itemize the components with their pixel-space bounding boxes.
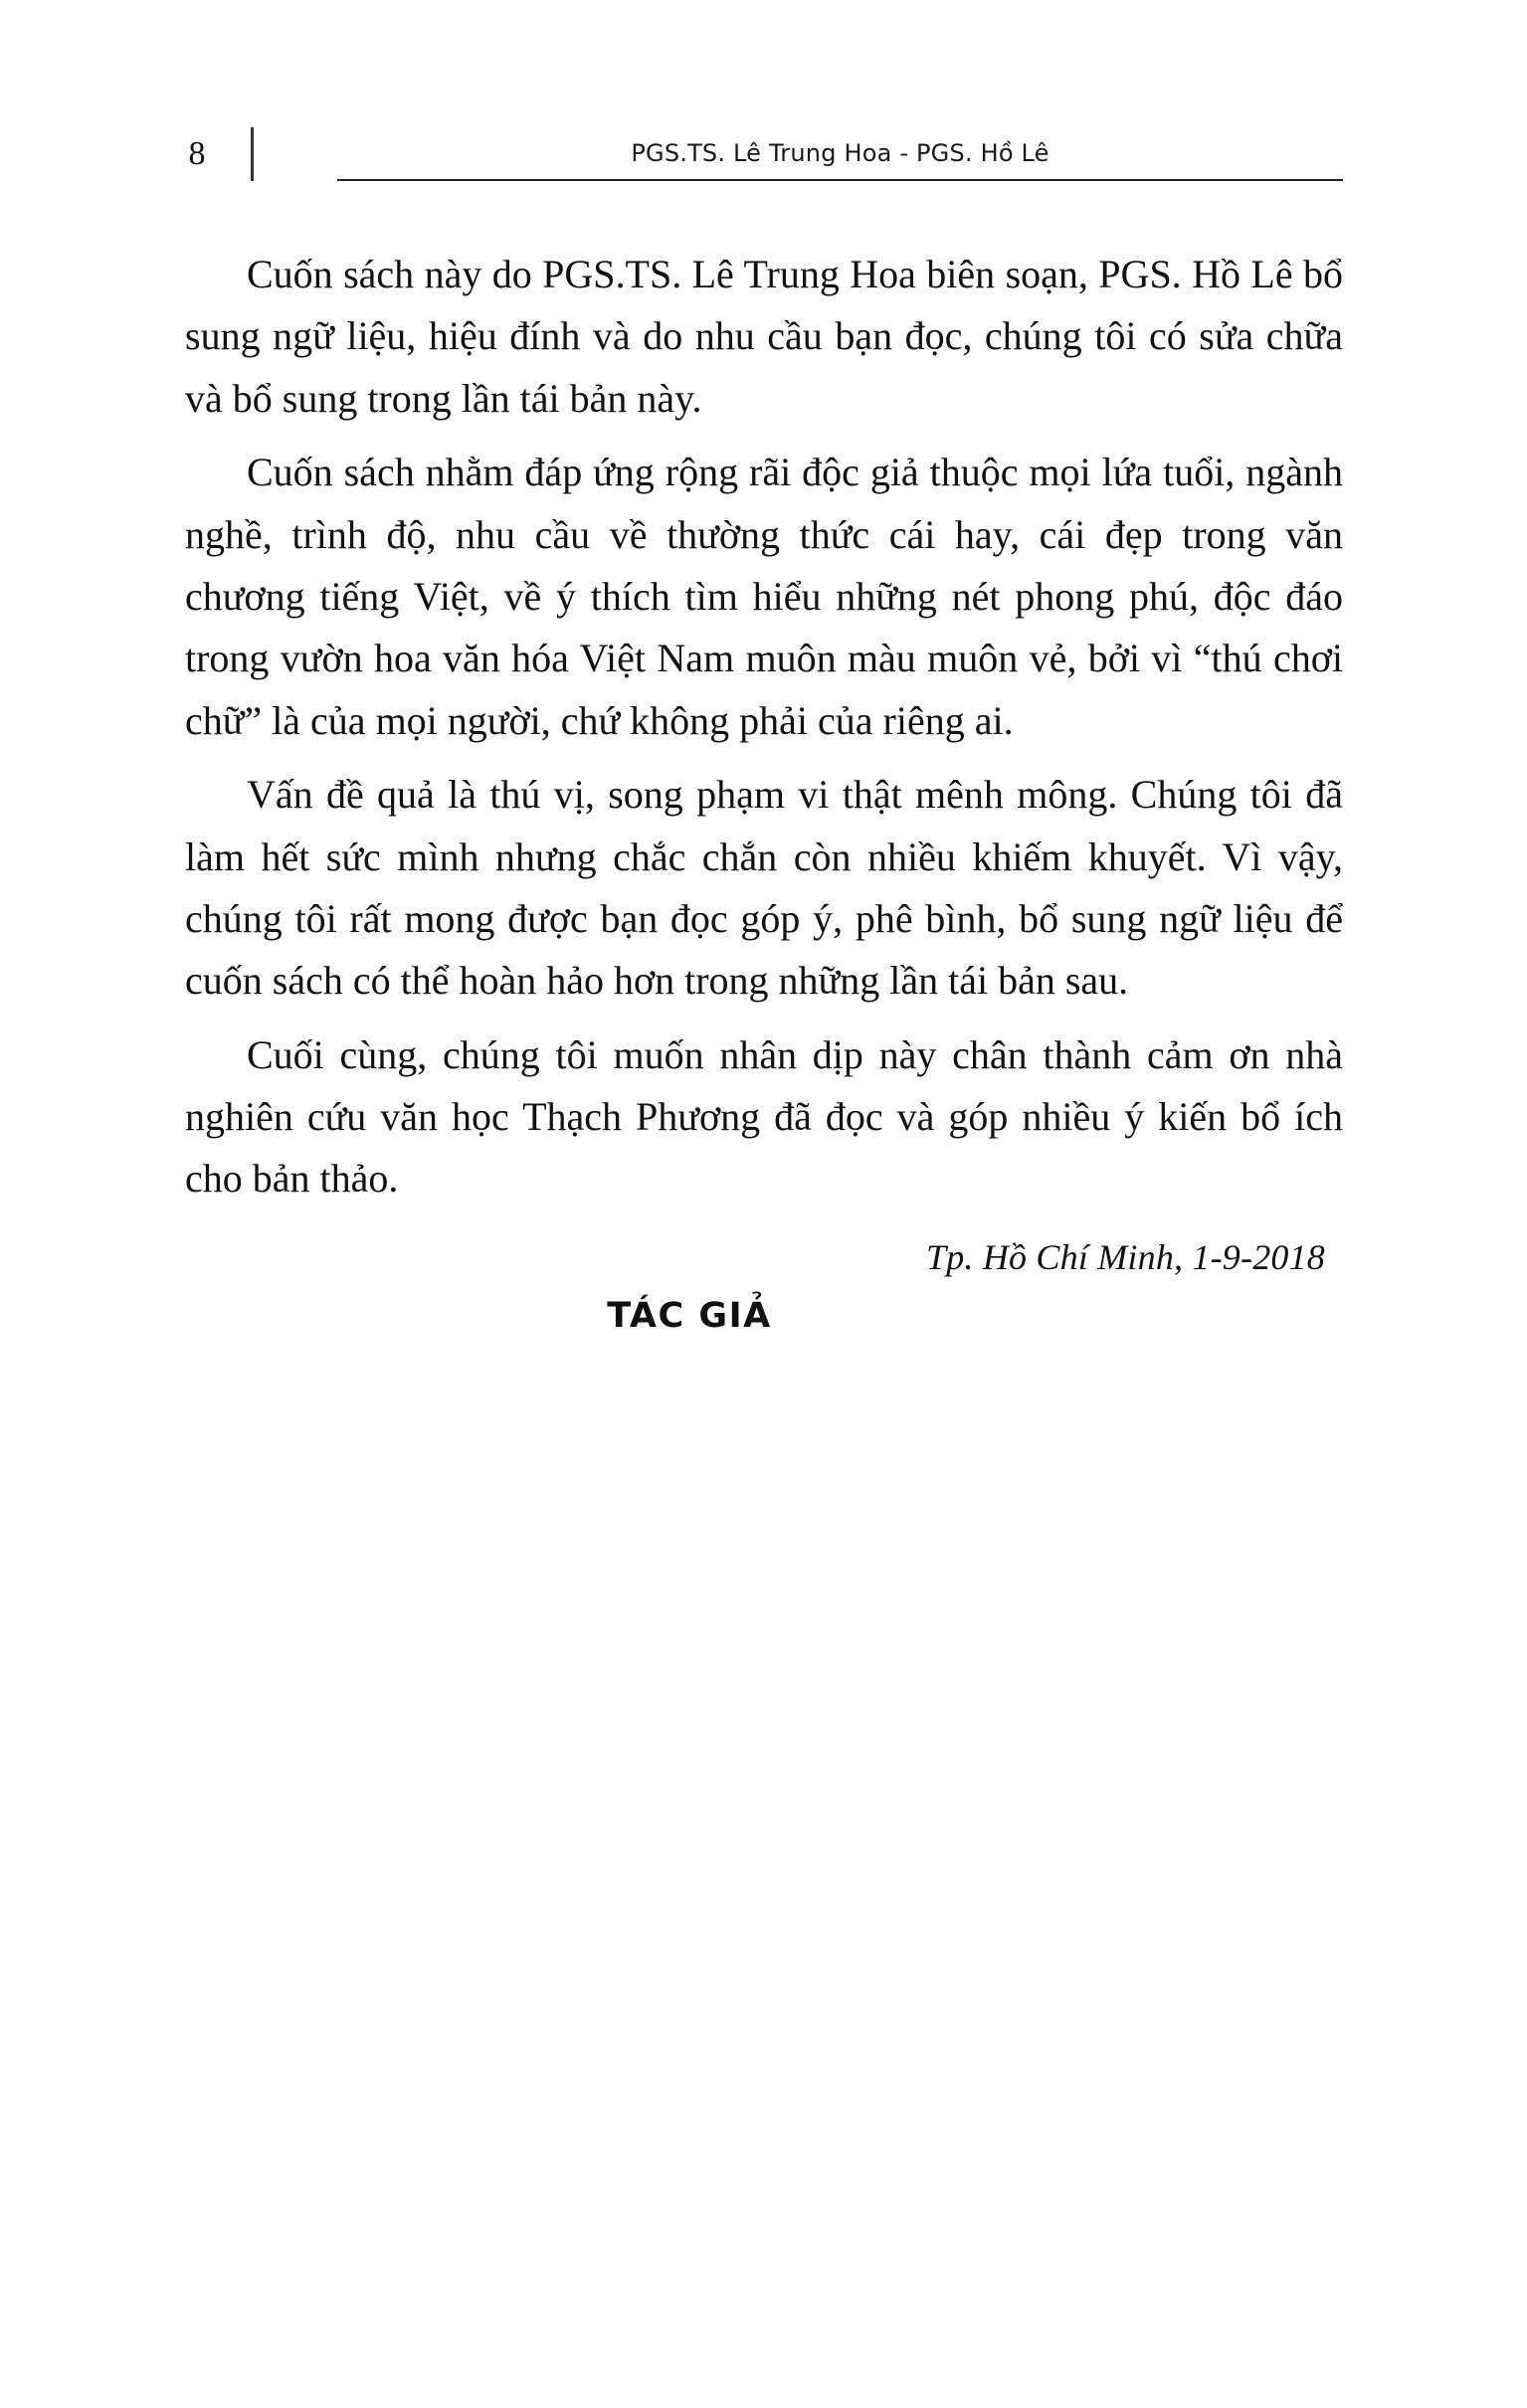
signature-author: TÁC GIẢ <box>607 1295 772 1336</box>
running-head-title: PGS.TS. Lê Trung Hoa - PGS. Hồ Lê <box>631 139 1050 167</box>
page-body <box>185 244 1343 1336</box>
paragraph: Cuốn sách nhằm đáp ứng rộng rãi độc giả thuộc mọi lứa tuổi, ngành nghề, trình độ, nhu cầu về thường thức cái hay, cái đẹp trong văn chương tiếng Việt, về ý thích tìm hiểu những nét phong phú, độc đáo trong vườn hoa văn hóa Việt Nam muôn màu muôn vẻ, bởi vì “thú chơi chữ” là của mọi người, chứ không phải của riêng ai. <box>185 450 1343 743</box>
running-head-right <box>337 127 1343 181</box>
header-rule <box>337 179 1343 181</box>
signature-block <box>185 1236 1343 1336</box>
page-number: 8 <box>188 135 206 172</box>
paragraph: Cuốn sách này do PGS.TS. Lê Trung Hoa biên soạn, PGS. Hồ Lê bổ sung ngữ liệu, hiệu đính và do nhu cầu bạn đọc, chúng tôi có sửa chữa và bổ sung trong lần tái bản này. <box>185 252 1343 421</box>
folio-divider <box>251 127 254 181</box>
paragraph: Vấn đề quả là thú vị, song phạm vi thật mênh mông. Chúng tôi đã làm hết sức mình nhưng chắc chắn còn nhiều khiếm khuyết. Vì vậy, chúng tôi rất mong được bạn đọc góp ý, phê bình, bổ sung ngữ liệu để cuốn sách có thể hoàn hảo hơn trong những lần tái bản sau. <box>185 772 1343 1004</box>
signature-place-date: Tp. Hồ Chí Minh, 1-9-2018 <box>926 1236 1325 1277</box>
running-head <box>169 119 1343 189</box>
paragraph: Cuối cùng, chúng tôi muốn nhân dịp này chân thành cảm ơn nhà nghiên cứu văn học Thạch Phương đã đọc và góp nhiều ý kiến bổ ích cho bản thảo. <box>185 1031 1343 1202</box>
